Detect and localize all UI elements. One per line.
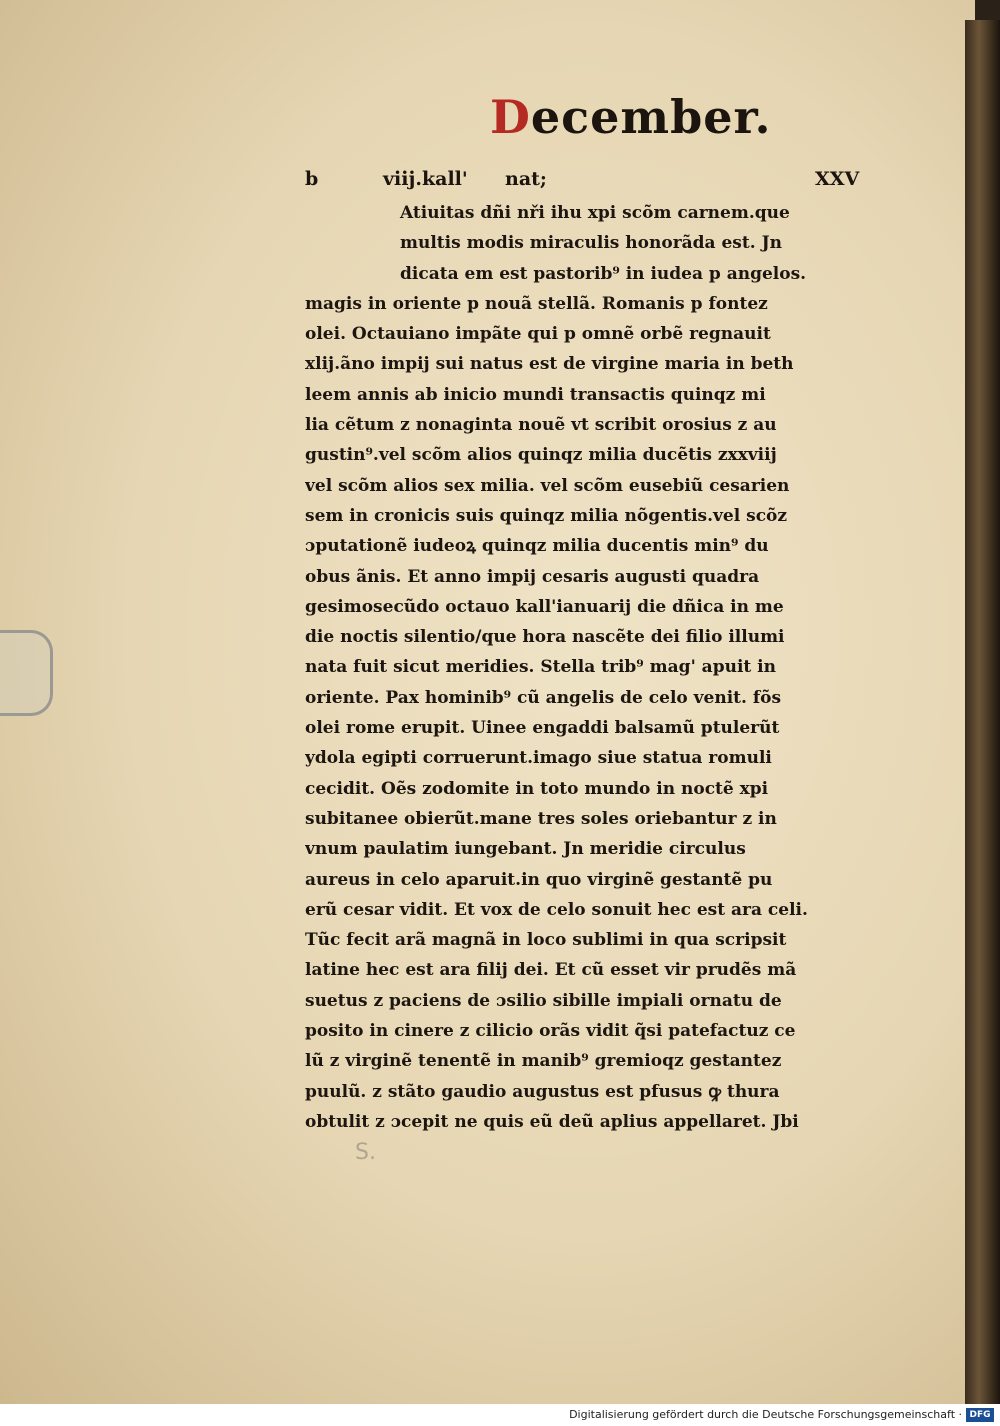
- text-line: vel scõm alios sex milia. vel scõm eusebiũ cesarien: [305, 475, 790, 496]
- text-line: die noctis silentio/que hora nascẽte dei filio illumi: [305, 627, 785, 648]
- text-line: ydola egipti corruerunt.imago siue statua romuli: [305, 748, 772, 769]
- text-line: gesimosecũdo octauo kall'ianuarij die dñica in me: [305, 596, 784, 617]
- text-line: subitanee obierũt.mane tres soles oriebantur z in: [305, 808, 777, 829]
- footer-credit: Digitalisierung gefördert durch die Deutsche Forschungsgemeinschaft ·: [569, 1408, 962, 1421]
- shelfmark-stamp: S.: [355, 1140, 376, 1165]
- page-edge: [965, 20, 1000, 1404]
- text-line: puulũ. z stãto gaudio augustus est pfusus ꝙ thura: [305, 1081, 780, 1102]
- text-line: magis in oriente p nouã stellã. Romanis p fontez: [305, 293, 768, 314]
- heading-rest: ecember.: [530, 90, 772, 144]
- text-line: xlij.ãno impij sui natus est de virgine maria in beth: [305, 354, 794, 375]
- kalends-label: viij.kall': [383, 168, 468, 190]
- feast-label: nat;: [505, 168, 547, 190]
- text-line: lũ z virginẽ tenentẽ in manib⁹ gremioqz gestantez: [305, 1051, 782, 1072]
- day-number: XXV: [815, 168, 860, 190]
- calendar-header: [305, 168, 895, 198]
- text-line: lia cẽtum z nonaginta nouẽ vt scribit orosius z au: [305, 415, 777, 436]
- text-line: gustin⁹.vel scõm alios quinqz milia ducẽtis zxxviij: [305, 445, 777, 466]
- text-line: oriente. Pax hominib⁹ cũ angelis de celo venit. fõs: [305, 687, 782, 708]
- main-text: [305, 198, 905, 1137]
- text-line: Atiuitas dñi nři ihu xpi scõm carnem.que: [400, 203, 790, 223]
- book-clasp: [0, 630, 53, 716]
- text-line: multis modis miraculis honorãda est. Jn: [400, 233, 782, 254]
- text-line: nata fuit sicut meridies. Stella trib⁹ mag' apuit in: [305, 657, 776, 678]
- text-line: erũ cesar vidit. Et vox de celo sonuit hec est ara celi.: [305, 899, 808, 920]
- page-heading: [490, 90, 772, 144]
- text-line: leem annis ab inicio mundi transactis quinqz mi: [305, 384, 766, 405]
- dominical-letter: b: [305, 168, 319, 190]
- text-line: olei. Octauiano impãte qui p omnẽ orbẽ regnauit: [305, 324, 771, 345]
- text-line: aureus in celo aparuit.in quo virginẽ gestantẽ pu: [305, 869, 773, 890]
- text-line: obtulit z ɔcepit ne quis eũ deũ aplius appellaret. Jbi: [305, 1111, 799, 1132]
- heading-initial: D: [490, 90, 531, 144]
- text-line: Tũc fecit arã magnã in loco sublimi in qua scripsit: [305, 930, 787, 951]
- text-line: suetus z paciens de ɔsilio sibille impiali ornatu de: [305, 990, 782, 1011]
- dfg-logo: DFG: [966, 1408, 994, 1422]
- text-line: dicata em est pastorib⁹ in iudea p angelos.: [400, 263, 807, 284]
- text-line: sem in cronicis suis quinqz milia nõgentis.vel scõz: [305, 505, 788, 526]
- text-line: ɔputationẽ iudeoꝝ quinqz milia ducentis min⁹ du: [305, 536, 769, 557]
- text-line: posito in cinere z cilicio orãs vidit q̃si patefactuz ce: [305, 1021, 796, 1042]
- text-line: latine hec est ara filij dei. Et cũ esset vir prudẽs mã: [305, 960, 797, 981]
- text-line: vnum paulatim iungebant. Jn meridie circulus: [305, 839, 746, 860]
- text-line: cecidit. Oẽs zodomite in toto mundo in noctẽ xpi: [305, 778, 769, 799]
- footer-bar: [0, 1404, 1000, 1426]
- text-line: olei rome erupit. Uinee engaddi balsamũ ptulerũt: [305, 718, 780, 739]
- text-line: obus ãnis. Et anno impij cesaris augusti quadra: [305, 566, 760, 587]
